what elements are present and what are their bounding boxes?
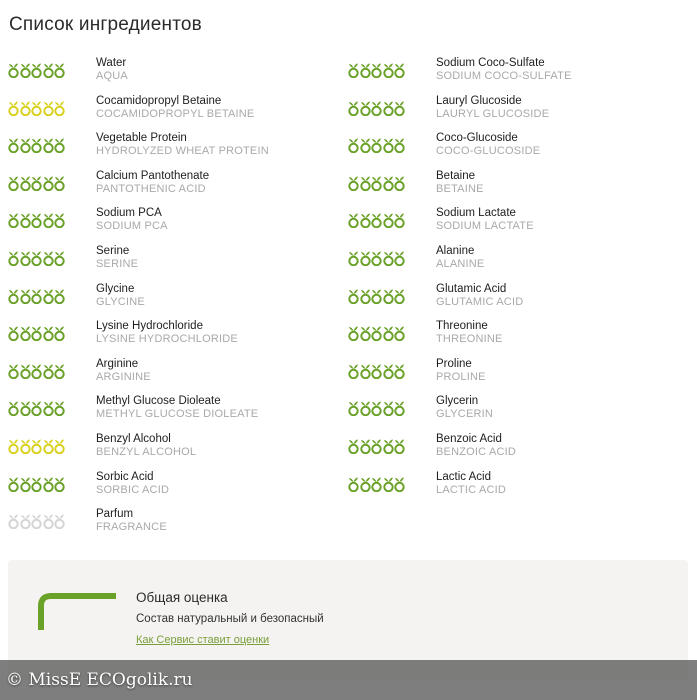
ingredient-name: Alanine: [436, 244, 475, 257]
ingredient-names: [436, 132, 540, 158]
rating-method-link[interactable]: Как Сервис ставит оценки: [136, 634, 270, 646]
safety-rating-yellow-icon: [8, 438, 66, 454]
ingredient-names: [96, 320, 238, 346]
ingredient-name: Lactic Acid: [436, 470, 491, 483]
safety-rating-green-icon: [8, 476, 66, 492]
ingredient-names: [96, 395, 258, 421]
ingredient-name: Vegetable Protein: [96, 132, 187, 145]
ingredient-list-left: [8, 57, 348, 546]
ingredient-names: [96, 95, 254, 121]
ingredient-inci-name: BETAINE: [436, 182, 484, 195]
ingredient-names: [436, 433, 516, 459]
safety-rating-green-icon: [8, 175, 66, 191]
ingredient-item[interactable]: [348, 132, 688, 170]
ingredient-item[interactable]: [348, 283, 688, 321]
overall-rating-description: Состав натуральный и безопасный: [136, 613, 324, 625]
watermark-text: © MissE ECOgolik.ru: [6, 670, 193, 690]
safety-rating-green-icon: [8, 250, 66, 266]
ingredient-item[interactable]: [348, 395, 688, 433]
ingredient-names: [96, 471, 169, 497]
ingredient-inci-name: THREONINE: [436, 333, 503, 346]
ingredient-item[interactable]: [8, 245, 348, 283]
ingredient-inci-name: SODIUM COCO-SULFATE: [436, 70, 572, 82]
ingredient-inci-name: GLYCINE: [96, 295, 145, 308]
ingredient-inci-name: PANTOTHENIC ACID: [96, 182, 206, 195]
ingredient-item[interactable]: [8, 320, 348, 358]
rating-gauge-icon: [38, 592, 118, 632]
safety-rating-green-icon: [348, 100, 406, 116]
ingredient-names: [96, 433, 196, 459]
ingredient-inci-name: FRAGRANCE: [96, 521, 167, 534]
safety-rating-green-icon: [8, 363, 66, 379]
ingredient-item[interactable]: [348, 471, 688, 509]
ingredient-inci-name: BENZYL ALCOHOL: [96, 445, 197, 458]
ingredient-item[interactable]: [348, 245, 688, 283]
safety-rating-green-icon: [348, 250, 406, 266]
safety-rating-green-icon: [348, 476, 406, 492]
ingredient-item[interactable]: [348, 320, 688, 358]
ingredient-name: Water: [96, 57, 127, 69]
ingredient-name: Cocamidopropyl Betaine: [96, 94, 222, 107]
ingredient-inci-name: LACTIC ACID: [436, 483, 507, 496]
ingredient-item[interactable]: [8, 95, 348, 133]
ingredient-item[interactable]: [8, 283, 348, 321]
ingredient-names: [436, 95, 549, 121]
ingredient-inci-name: ARGININE: [96, 370, 151, 383]
ingredient-name: Glutamic Acid: [436, 282, 507, 295]
ingredient-name: Threonine: [436, 320, 488, 333]
ingredient-inci-name: COCO-GLUCOSIDE: [436, 145, 541, 158]
ingredient-names: [96, 207, 168, 233]
ingredient-item[interactable]: [8, 433, 348, 471]
ingredient-name: Methyl Glucose Dioleate: [96, 395, 221, 408]
ingredient-item[interactable]: [8, 132, 348, 170]
safety-rating-green-icon: [348, 175, 406, 191]
ingredient-item[interactable]: [8, 508, 348, 546]
safety-rating-green-icon: [348, 212, 406, 228]
ingredient-inci-name: SODIUM LACTATE: [436, 220, 534, 233]
ingredient-inci-name: AQUA: [96, 70, 128, 82]
ingredient-names: [436, 207, 534, 233]
ingredient-names: [436, 283, 523, 309]
ingredient-inci-name: METHYL GLUCOSE DIOLEATE: [96, 408, 259, 421]
ingredient-inci-name: SODIUM PCA: [96, 220, 168, 233]
safety-rating-grey-icon: [8, 513, 66, 529]
safety-rating-yellow-icon: [8, 100, 66, 116]
ingredient-item[interactable]: [348, 95, 688, 133]
page-title: Список ингредиентов: [9, 14, 202, 35]
ingredient-name: Proline: [436, 357, 472, 370]
watermark-bar: [0, 660, 697, 700]
ingredient-name: Parfum: [96, 508, 134, 521]
ingredient-inci-name: COCAMIDOPROPYL BETAINE: [96, 107, 255, 120]
ingredient-item[interactable]: [348, 170, 688, 208]
ingredient-inci-name: BENZOIC ACID: [436, 445, 517, 458]
ingredient-item[interactable]: [348, 57, 688, 95]
ingredient-names: [96, 170, 209, 196]
ingredient-item[interactable]: [8, 170, 348, 208]
ingredient-name: Benzyl Alcohol: [96, 432, 171, 445]
safety-rating-green-icon: [348, 400, 406, 416]
safety-rating-green-icon: [348, 325, 406, 341]
ingredient-name: Sodium Coco-Sulfate: [436, 57, 545, 69]
ingredient-name: Betaine: [436, 169, 476, 182]
ingredient-names: [436, 358, 486, 384]
ingredient-item[interactable]: [348, 207, 688, 245]
ingredient-inci-name: SERINE: [96, 257, 139, 270]
ingredient-item[interactable]: [8, 207, 348, 245]
ingredient-names: [96, 57, 128, 83]
ingredient-names: [96, 358, 151, 384]
safety-rating-green-icon: [348, 363, 406, 379]
ingredient-names: [96, 132, 269, 158]
ingredient-names: [436, 245, 484, 271]
ingredient-names: [436, 471, 506, 497]
ingredient-inci-name: ALANINE: [436, 257, 485, 270]
ingredient-name: Arginine: [96, 357, 139, 370]
ingredient-names: [96, 245, 138, 271]
ingredient-names: [436, 57, 572, 83]
ingredient-inci-name: PROLINE: [436, 370, 486, 383]
ingredient-inci-name: GLYCERIN: [436, 408, 494, 421]
ingredient-inci-name: SORBIC ACID: [96, 483, 170, 496]
ingredient-name: Lauryl Glucoside: [436, 94, 522, 107]
safety-rating-green-icon: [8, 212, 66, 228]
ingredient-inci-name: HYDROLYZED WHEAT PROTEIN: [96, 145, 269, 158]
ingredient-names: [436, 320, 503, 346]
safety-rating-green-icon: [8, 400, 66, 416]
ingredient-name: Lysine Hydrochloride: [96, 320, 203, 333]
ingredient-name: Sorbic Acid: [96, 470, 154, 483]
ingredient-name: Serine: [96, 244, 130, 257]
ingredient-inci-name: LAURYL GLUCOSIDE: [436, 107, 550, 120]
ingredient-item[interactable]: [8, 57, 348, 95]
safety-rating-green-icon: [8, 137, 66, 153]
ingredient-names: [436, 395, 493, 421]
ingredient-name: Benzoic Acid: [436, 432, 502, 445]
ingredient-item[interactable]: [8, 471, 348, 509]
ingredient-name: Glycine: [96, 282, 135, 295]
safety-rating-green-icon: [8, 288, 66, 304]
safety-rating-green-icon: [8, 62, 66, 78]
ingredient-item[interactable]: [8, 358, 348, 396]
ingredient-item[interactable]: [348, 358, 688, 396]
ingredient-name: Sodium Lactate: [436, 207, 516, 220]
ingredient-item[interactable]: [348, 433, 688, 471]
safety-rating-green-icon: [348, 62, 406, 78]
ingredient-name: Sodium PCA: [96, 207, 162, 220]
safety-rating-green-icon: [348, 288, 406, 304]
ingredient-name: Coco-Glucoside: [436, 132, 518, 145]
ingredient-list-right: [348, 57, 688, 508]
overall-rating-title: Общая оценка: [136, 590, 228, 605]
ingredient-name: Glycerin: [436, 395, 479, 408]
ingredient-names: [96, 283, 145, 309]
safety-rating-green-icon: [348, 438, 406, 454]
ingredient-names: [96, 508, 167, 534]
safety-rating-green-icon: [8, 325, 66, 341]
ingredient-name: Calcium Pantothenate: [96, 169, 210, 182]
safety-rating-green-icon: [348, 137, 406, 153]
ingredient-inci-name: LYSINE HYDROCHLORIDE: [96, 333, 238, 346]
ingredient-item[interactable]: [8, 395, 348, 433]
ingredient-inci-name: GLUTAMIC ACID: [436, 295, 524, 308]
ingredient-names: [436, 170, 484, 196]
